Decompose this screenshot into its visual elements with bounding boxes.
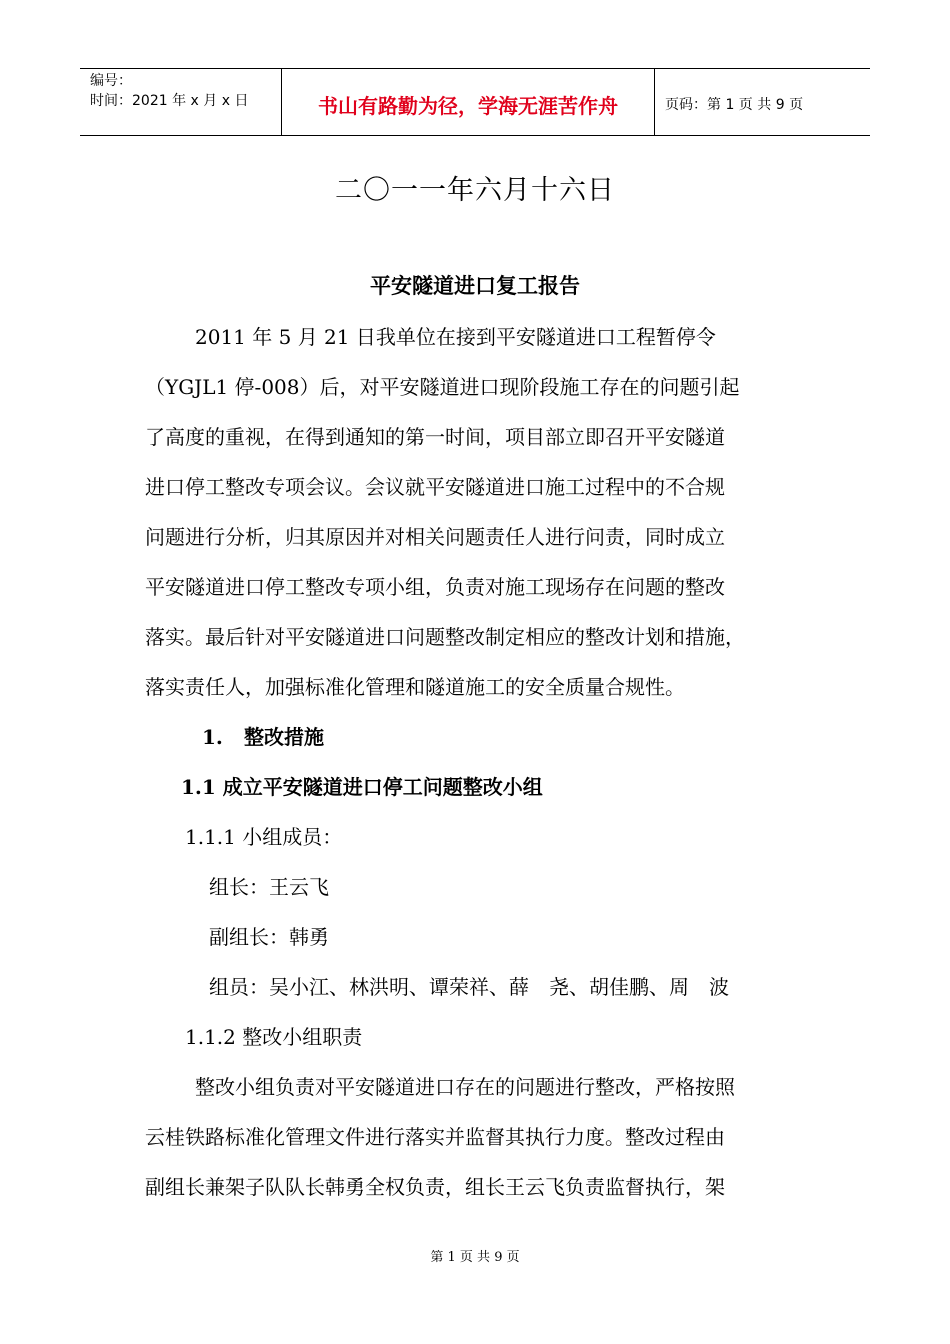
duty-paragraph — [145, 1062, 807, 1112]
duty-line: 云桂铁路标准化管理文件进行落实并监督其执行力度。整改过程由 — [145, 1125, 725, 1149]
section-heading-1-1-1: 1.1.1 小组成员： — [185, 825, 343, 849]
section-heading-1-1-2: 1.1.2 整改小组职责 — [185, 1025, 363, 1049]
intro-line: （YGJL1 停-008）后，对平安隧道进口现阶段施工存在的问题引起 — [145, 375, 740, 399]
intro-line: 2011 年 5 月 21 日我单位在接到平安隧道进口工程暂停令 — [195, 325, 716, 349]
date-title: 二〇一一年六月十六日 — [335, 175, 615, 206]
page-footer: 第 1 页 共 9 页 — [430, 1250, 520, 1265]
number-label: 编号： — [90, 73, 132, 89]
intro-line: 落实。最后针对平安隧道进口问题整改制定相应的整改计划和措施， — [145, 625, 745, 649]
time-label: 时间：2021 年 x 月 x 日 — [90, 93, 249, 109]
section-title: 整改措施 — [244, 725, 324, 749]
section-heading-1 — [145, 712, 807, 762]
member-leader: 组长：王云飞 — [209, 875, 329, 899]
section-heading-1-1: 1.1 成立平安隧道进口停工问题整改小组 — [181, 775, 543, 799]
page-info-cell — [655, 69, 870, 135]
report-title: 平安隧道进口复工报告 — [370, 274, 580, 298]
intro-paragraph — [145, 312, 807, 362]
duty-line: 副组长兼架子队队长韩勇全权负责，组长王云飞负责监督执行，架 — [145, 1175, 725, 1199]
member-group: 组员：吴小江、林洪明、谭荣祥、薛 尧、胡佳鹏、周 波 — [209, 975, 729, 999]
motto-cell — [281, 69, 655, 135]
motto-text: 书山有路勤为径，学海无涯苦作舟 — [318, 93, 618, 118]
header-meta-cell — [80, 69, 281, 135]
intro-line: 了高度的重视，在得到通知的第一时间，项目部立即召开平安隧道 — [145, 425, 725, 449]
duty-line: 整改小组负责对平安隧道进口存在的问题进行整改，严格按照 — [195, 1075, 735, 1099]
intro-line: 落实责任人，加强标准化管理和隧道施工的安全质量合规性。 — [145, 675, 685, 699]
intro-line: 进口停工整改专项会议。会议就平安隧道进口施工过程中的不合规 — [145, 475, 725, 499]
member-deputy: 副组长：韩勇 — [209, 925, 329, 949]
page-info-text: 页码：第 1 页 共 9 页 — [665, 97, 804, 113]
intro-line: 问题进行分析，归其原因并对相关问题责任人进行问责，同时成立 — [145, 525, 725, 549]
intro-line: 平安隧道进口停工整改专项小组，负责对施工现场存在问题的整改 — [145, 575, 725, 599]
section-number: 1. — [202, 725, 223, 749]
header-table — [80, 68, 870, 136]
document-body — [145, 312, 807, 1212]
